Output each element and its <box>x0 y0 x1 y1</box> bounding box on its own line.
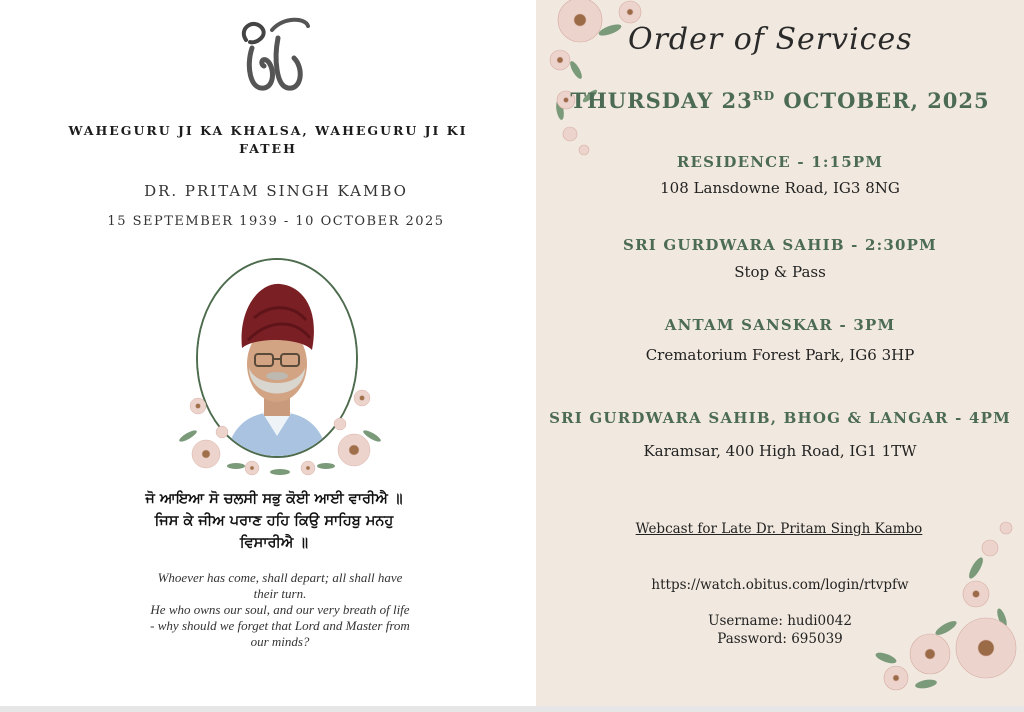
order-of-services-page <box>536 0 1024 706</box>
service-date-suffix: RD <box>752 89 776 103</box>
translation-line-2: their turn. <box>253 586 307 601</box>
webcast-link[interactable]: Webcast for Late Dr. Pritam Singh Kambo <box>635 521 923 537</box>
order-of-services-title: Order of Services <box>628 22 913 57</box>
service-residence-address: 108 Lansdowne Road, IG3 8NG <box>660 179 900 197</box>
gurbani-line-3: ਵਿਸਾਰੀਐ ॥ <box>239 535 309 551</box>
webcast-password: Password: 695039 <box>717 631 843 647</box>
ik-onkar-icon <box>228 8 318 98</box>
service-antam-sanskar-address: Crematorium Forest Park, IG6 3HP <box>645 346 915 364</box>
service-residence-title: RESIDENCE - 1:15PM <box>676 153 884 171</box>
service-antam-sanskar-title: ANTAM SANSKAR - 3PM <box>664 316 896 334</box>
service-date-day: THURSDAY 23 <box>570 88 753 113</box>
webcast-url[interactable]: https://watch.obitus.com/login/rtvpfw <box>651 577 909 593</box>
page-bottom-edge <box>0 706 1024 712</box>
bottom-floral-decoration <box>826 508 1024 706</box>
translation-line-5: our minds? <box>250 634 310 649</box>
translation-line-3: He who owns our soul, and our very breath of life <box>150 602 410 617</box>
translation-line-1: Whoever has come, shall depart; all shall have <box>157 570 403 585</box>
portrait-floral-decoration <box>176 376 384 480</box>
service-date-rest: OCTOBER, 2025 <box>775 88 990 113</box>
service-gurdwara-detail: Stop & Pass <box>734 263 826 281</box>
gurbani-line-1: ਜੋ ਆਇਆ ਸੋ ਚਲਸੀ ਸਭੁ ਕੋਈ ਆਈ ਵਾਰੀਐ ॥ <box>145 491 403 507</box>
greeting-heading: WAHEGURU JI KA KHALSA, WAHEGURU JI KI FATEH <box>68 123 468 156</box>
verse-translation <box>130 570 430 650</box>
service-bhog-langar-address: Karamsar, 400 High Road, IG1 1TW <box>643 442 917 460</box>
service-bhog-langar-title: SRI GURDWARA SAHIB, BHOG & LANGAR - 4PM <box>549 409 1011 427</box>
service-gurdwara-title: SRI GURDWARA SAHIB - 2:30PM <box>623 236 937 254</box>
service-date <box>536 88 1024 113</box>
deceased-name: DR. PRITAM SINGH KAMBO <box>144 182 408 200</box>
gurbani-verse <box>100 488 448 554</box>
life-dates: 15 SEPTEMBER 1939 - 10 OCTOBER 2025 <box>107 214 445 229</box>
webcast-username: Username: hudi0042 <box>708 613 852 629</box>
gurbani-line-2: ਜਿਸ ਕੇ ਜੀਅ ਪਰਾਣ ਹਹਿ ਕਿਉ ਸਾਹਿਬੁ ਮਨਹੁ <box>154 513 394 529</box>
translation-line-4: - why should we forget that Lord and Master from <box>150 618 410 633</box>
portrait <box>176 258 384 478</box>
